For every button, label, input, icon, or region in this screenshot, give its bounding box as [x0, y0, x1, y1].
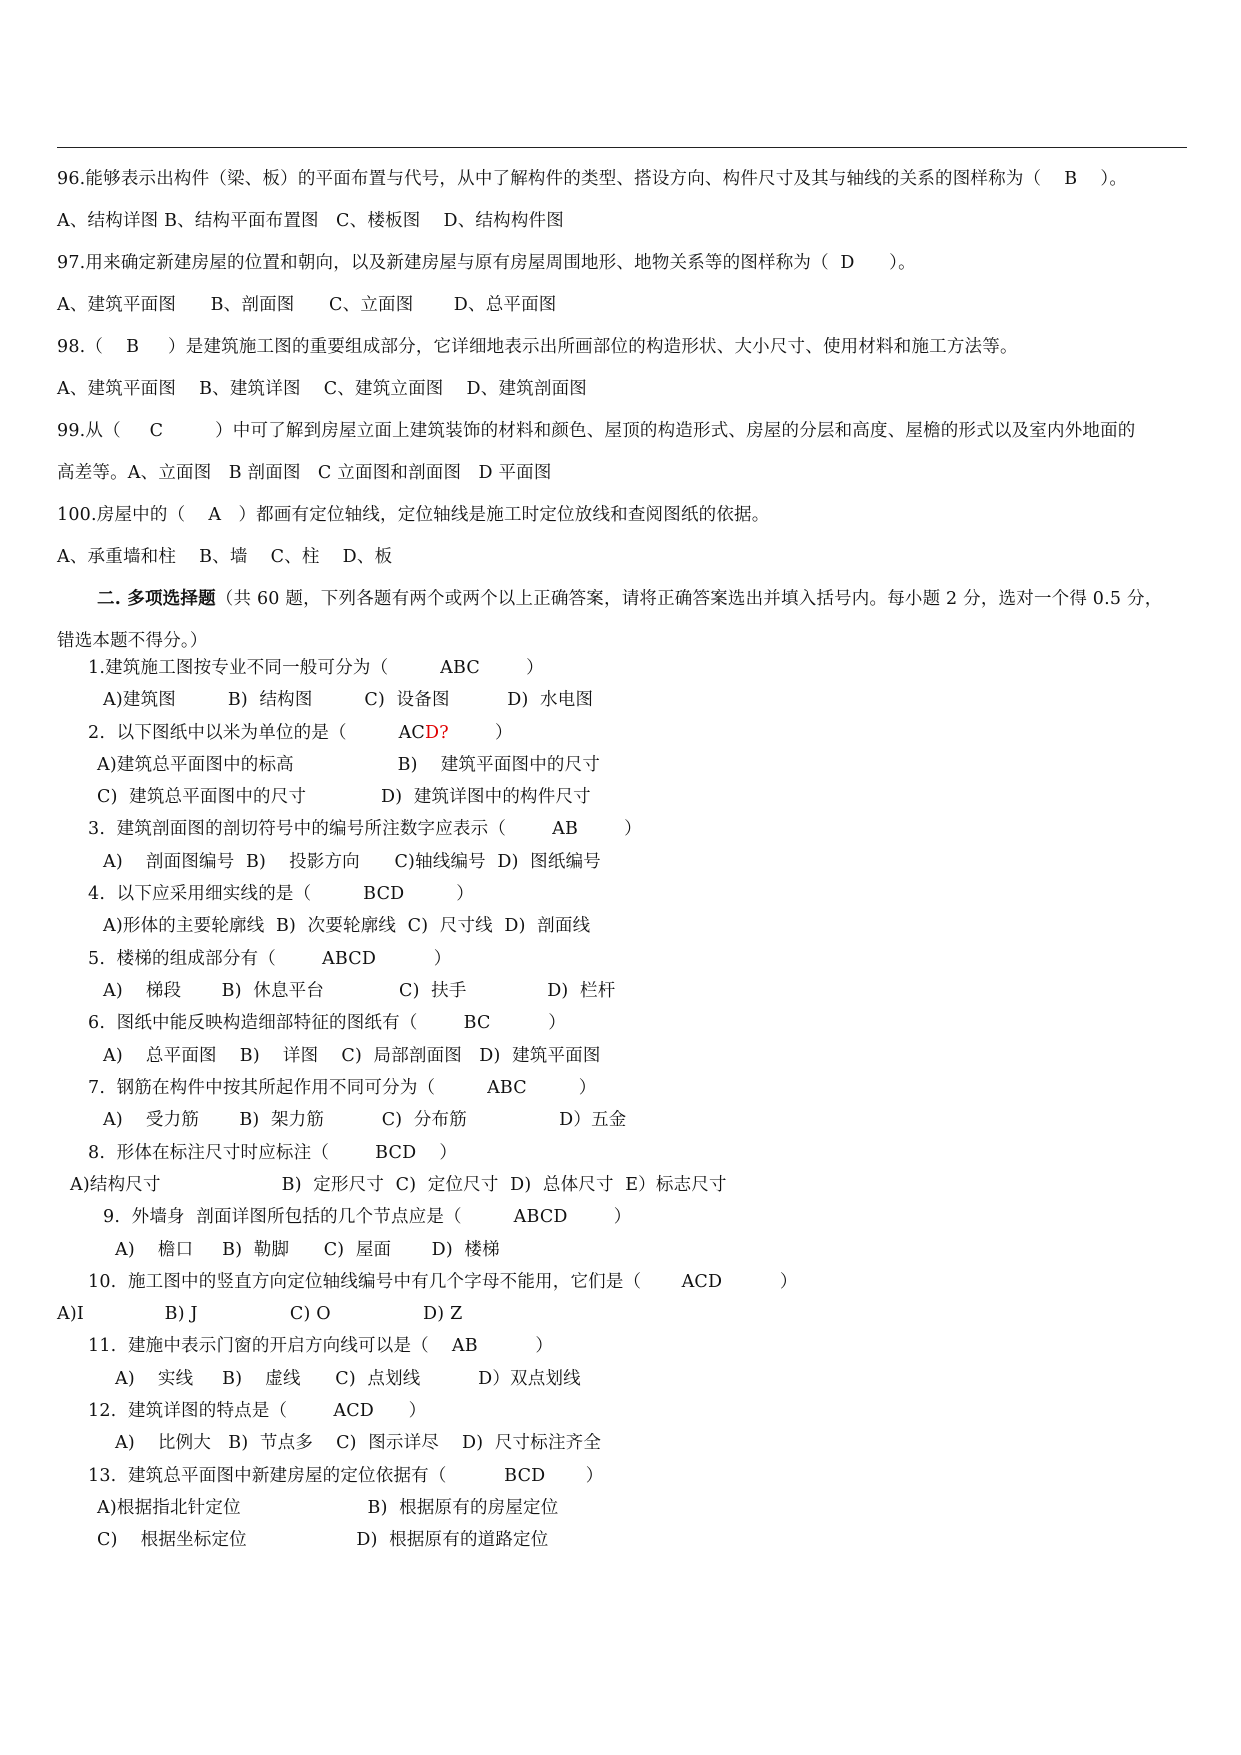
question-99-stem-cont: 高差等。A、立面图 B 剖面图 C 立面图和剖面图 D 平面图	[57, 463, 552, 483]
mc-question-4-options: A)形体的主要轮廓线 B) 次要轮廓线 C) 尺寸线 D) 剖面线	[103, 916, 591, 936]
mc-question-8-stem: 8. 形体在标注尺寸时应标注（ BCD ）	[88, 1143, 458, 1163]
mc-question-6-stem: 6. 图纸中能反映构造细部特征的图纸有（ BC ）	[88, 1013, 566, 1033]
mc-question-1-options: A)建筑图 B) 结构图 C) 设备图 D) 水电图	[103, 690, 594, 710]
mc-question-9-options: A) 檐口 B) 勒脚 C) 屋面 D) 楼梯	[115, 1240, 500, 1260]
section-2-heading-line	[97, 589, 1162, 609]
mc-question-3-stem: 3. 建筑剖面图的剖切符号中的编号所注数字应表示（ AB ）	[88, 819, 642, 839]
question-96-options: A、结构详图 B、结构平面布置图 C、楼板图 D、结构构件图	[57, 211, 564, 231]
question-98-stem: 98.（ B ）是建筑施工图的重要组成部分，它详细地表示出所画部位的构造形状、大小尺寸、使用材料和施工方法等。	[57, 337, 1018, 357]
mc-question-11-options: A) 实线 B) 虚线 C) 点划线 D）双点划线	[115, 1369, 581, 1389]
section-2-heading: 二. 多项选择题	[97, 589, 216, 609]
mc-question-5-options: A) 梯段 B) 休息平台 C) 扶手 D) 栏杆	[103, 981, 616, 1001]
mc-question-8-options: A)结构尺寸 B) 定形尺寸 C) 定位尺寸 D) 总体尺寸 E）标志尺寸	[70, 1175, 727, 1195]
mc-question-12-options: A) 比例大 B) 节点多 C) 图示详尽 D) 尺寸标注齐全	[115, 1433, 602, 1453]
mc-question-10-stem: 10. 施工图中的竖直方向定位轴线编号中有几个字母不能用，它们是（ ACD ）	[88, 1272, 798, 1292]
mc-question-13-options-ab: A)根据指北针定位 B) 根据原有的房屋定位	[97, 1498, 559, 1518]
mc-question-4-stem: 4. 以下应采用细实线的是（ BCD ）	[88, 884, 474, 904]
question-98-options: A、建筑平面图 B、建筑详图 C、建筑立面图 D、建筑剖面图	[57, 379, 587, 399]
mc-question-12-stem: 12. 建筑详图的特点是（ ACD ）	[88, 1401, 427, 1421]
mc-question-6-options: A) 总平面图 B) 详图 C) 局部剖面图 D) 建筑平面图	[103, 1046, 601, 1066]
mc-question-1-stem: 1.建筑施工图按专业不同一般可分为（ ABC ）	[88, 658, 544, 678]
mc-question-2-red-mark: D?	[425, 723, 449, 743]
mc-question-2-stem-main: 2. 以下图纸中以米为单位的是（ AC	[88, 723, 426, 743]
question-100-stem: 100.房屋中的（ A ）都画有定位轴线，定位轴线是施工时定位放线和查阅图纸的依据。	[57, 505, 770, 525]
mc-question-13-stem: 13. 建筑总平面图中新建房屋的定位依据有（ BCD ）	[88, 1466, 604, 1486]
question-99-stem: 99.从（ C ）中可了解到房屋立面上建筑装饰的材料和颜色、屋顶的构造形式、房屋的分层和高度、屋檐的形式以及室内外地面的	[57, 421, 1136, 441]
mc-question-10-options: A)I B) J C) O D) Z	[57, 1304, 463, 1324]
mc-question-5-stem: 5. 楼梯的组成部分有（ ABCD ）	[88, 949, 452, 969]
mc-question-7-stem: 7. 钢筋在构件中按其所起作用不同可分为（ ABC ）	[88, 1078, 597, 1098]
header-rule	[57, 147, 1187, 148]
question-97-stem: 97.用来确定新建房屋的位置和朝向，以及新建房屋与原有房屋周围地形、地物关系等的图样称为（ D ）。	[57, 253, 916, 273]
mc-question-2-stem	[88, 723, 513, 743]
section-2-description: （共 60 题，下列各题有两个或两个以上正确答案，请将正确答案选出并填入括号内。每小题 2 分，选对一个得 0.5 分，	[215, 589, 1163, 609]
mc-question-13-options-cd: C) 根据坐标定位 D) 根据原有的道路定位	[97, 1530, 549, 1550]
mc-question-11-stem: 11. 建施中表示门窗的开启方向线可以是（ AB ）	[88, 1336, 554, 1356]
mc-question-9-stem: 9. 外墙身 剖面详图所包括的几个节点应是（ ABCD ）	[103, 1207, 632, 1227]
question-96-stem: 96.能够表示出构件（梁、板）的平面布置与代号，从中了解构件的类型、搭设方向、构件尺寸及其与轴线的关系的图样称为（ B ）。	[57, 169, 1128, 189]
section-2-description-cont: 错选本题不得分。）	[57, 631, 208, 651]
mc-question-2-stem-end: ）	[448, 723, 513, 743]
mc-question-2-options-cd: C) 建筑总平面图中的尺寸 D) 建筑详图中的构件尺寸	[97, 787, 591, 807]
question-100-options: A、承重墙和柱 B、墙 C、柱 D、板	[57, 547, 393, 567]
mc-question-3-options: A) 剖面图编号 B) 投影方向 C)轴线编号 D) 图纸编号	[103, 852, 601, 872]
mc-question-2-options-ab: A)建筑总平面图中的标高 B) 建筑平面图中的尺寸	[97, 755, 601, 775]
mc-question-7-options: A) 受力筋 B) 架力筋 C) 分布筋 D）五金	[103, 1110, 627, 1130]
question-97-options: A、建筑平面图 B、剖面图 C、立面图 D、总平面图	[57, 295, 557, 315]
